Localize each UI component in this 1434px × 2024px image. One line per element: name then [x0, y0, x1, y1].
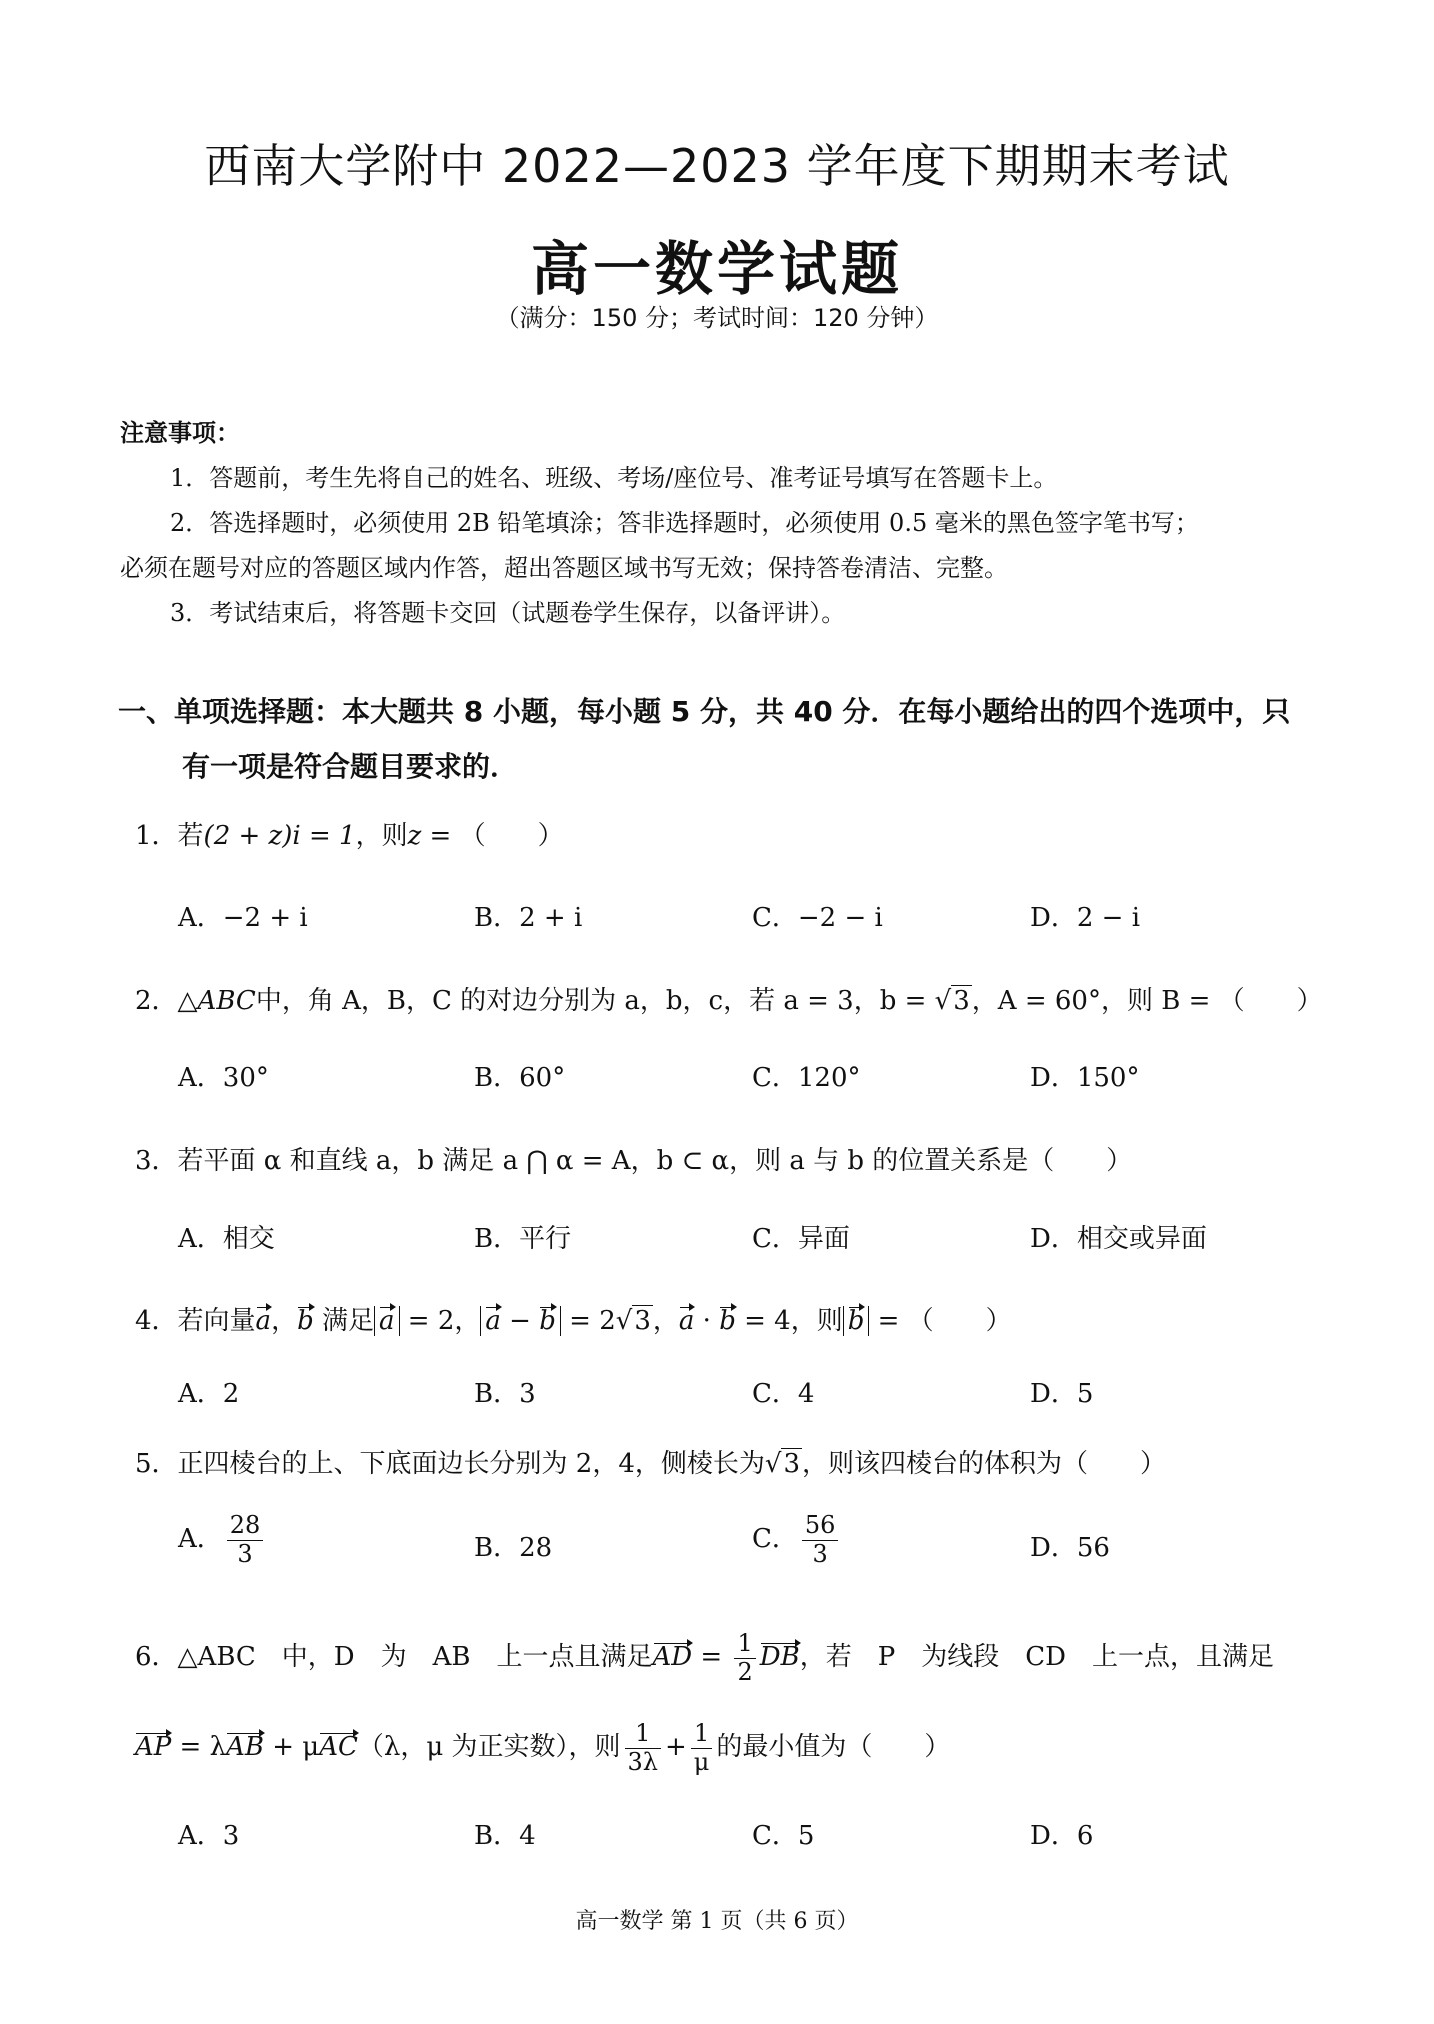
q6-option-a: A．3 — [178, 1821, 240, 1851]
sqrt-symbol: √3 — [764, 1449, 801, 1479]
dot-product: · — [694, 1306, 720, 1336]
denominator: μ — [693, 1747, 710, 1776]
q6-text-end: 的最小值为（ ） — [716, 1732, 951, 1763]
q4-eq: = 2， — [399, 1306, 481, 1336]
subject-title: 高一数学试题 — [530, 235, 903, 303]
q4-eq: = 2 — [560, 1306, 616, 1336]
q2-option-c: C．120° — [752, 1063, 861, 1093]
q1-variable: z — [407, 821, 422, 851]
q2-text: 中，角 A，B，C 的对边分别为 a，b，c，若 a = 3，b = — [255, 986, 935, 1016]
q5-option-a-label: A． — [178, 1524, 223, 1555]
q5-option-c — [752, 1512, 842, 1568]
numerator: 56 — [802, 1512, 839, 1541]
exam-title: 西南大学附中 2022—2023 学年度下期期末考试 — [204, 139, 1230, 193]
section-heading: 一、单项选择题：本大题共 8 小题，每小题 5 分，共 40 分．在每小题给出的四个选项中，只 — [118, 695, 1291, 728]
q4-option-c: C．4 — [752, 1379, 815, 1409]
q2-option-a: A．30° — [178, 1063, 269, 1093]
q4-sep: ， — [271, 1306, 298, 1336]
denominator: 3 — [237, 1539, 253, 1568]
question-4 — [135, 1300, 1012, 1337]
q3-option-c: C．异面 — [752, 1224, 850, 1254]
q3-option-d: D．相交或异面 — [1030, 1224, 1207, 1254]
q2-radicand: 3 — [953, 986, 970, 1016]
question-1 — [135, 815, 564, 852]
fraction — [802, 1512, 839, 1568]
q4-radicand: 3 — [634, 1306, 651, 1336]
question-3: 3．若平面 α 和直线 a，b 满足 a ⋂ α = A，b ⊂ α，则 a 与 b 的位置关系是（ ） — [135, 1146, 1133, 1176]
q4-option-d: D．5 — [1030, 1379, 1094, 1409]
q6-text: 6．△ABC 中，D 为 AB 上一点且满足 — [135, 1642, 653, 1673]
q1-expression: (2 + z)i = 1 — [203, 821, 356, 851]
vector-ac: AC — [319, 1732, 358, 1763]
q4-option-b: B．3 — [474, 1379, 536, 1409]
vector-ad: AD — [652, 1642, 693, 1673]
vector-a: a — [255, 1306, 272, 1336]
section-heading-cont: 有一项是符合题目要求的． — [182, 750, 519, 783]
sqrt-symbol: √3 — [615, 1306, 651, 1336]
question-5 — [135, 1443, 1166, 1480]
q4-text: 满足 — [313, 1306, 374, 1336]
vector-b: b — [297, 1306, 314, 1336]
q1-option-c: C．−2 − i — [752, 903, 883, 933]
notice-item-3: 3．考试结束后，将答题卡交回（试题卷学生保存，以备评讲）。 — [170, 599, 846, 627]
plus-sign: + — [665, 1732, 687, 1763]
equals-sign: = — [692, 1642, 731, 1673]
exam-info: （满分：150 分；考试时间：120 分钟） — [495, 304, 939, 332]
q2-triangle: △ABC — [177, 986, 256, 1016]
q1-mid: ，则 — [355, 821, 408, 851]
page-footer: 高一数学 第 1 页（共 6 页） — [575, 1909, 859, 1934]
denominator: 3λ — [627, 1747, 658, 1776]
lambda-term: = λ — [171, 1732, 227, 1763]
q6-option-d: D．6 — [1030, 1821, 1094, 1851]
abs-b — [843, 1306, 870, 1336]
q4-text: = 4，则 — [735, 1306, 843, 1336]
numerator: 1 — [734, 1630, 755, 1659]
q2-text-end: ，A = 60°，则 B = （ ） — [971, 986, 1323, 1016]
numerator: 1 — [691, 1720, 713, 1749]
denominator: 3 — [812, 1539, 828, 1568]
vector-b: b — [719, 1306, 736, 1336]
q5-option-d: D．56 — [1030, 1533, 1110, 1563]
fraction — [625, 1720, 661, 1776]
notice-item-1: 1．答题前，考生先将自己的姓名、班级、考场/座位号、准考证号填写在答题卡上。 — [170, 464, 1058, 492]
q1-option-a: A．−2 + i — [178, 903, 308, 933]
vector-ap: AP — [135, 1732, 172, 1763]
q6-text: ，若 P 为线段 CD 上一点，且满足 — [799, 1642, 1274, 1673]
q4-option-a: A．2 — [178, 1379, 240, 1409]
q1-end: = （ ） — [421, 821, 564, 851]
notice-item-2: 2．答选择题时，必须使用 2B 铅笔填涂；答非选择题时，必须使用 0.5 毫米的黑色签字笔书写； — [170, 509, 1199, 537]
denominator: 2 — [737, 1657, 753, 1686]
vector-a: a — [379, 1306, 395, 1336]
q6-option-b: B．4 — [474, 1821, 536, 1851]
fraction — [691, 1720, 713, 1776]
mu-term: + μ — [263, 1732, 320, 1763]
q6-option-c: C．5 — [752, 1821, 815, 1851]
abs-a-minus-b — [480, 1306, 561, 1336]
abs-a — [374, 1306, 400, 1336]
fraction — [734, 1630, 755, 1686]
sqrt-symbol: √3 — [934, 986, 970, 1016]
q4-label: 4．若向量 — [135, 1306, 256, 1336]
minus-sign: − — [500, 1306, 540, 1336]
vector-a: a — [678, 1306, 695, 1336]
notice-item-2-cont: 必须在题号对应的答题区域内作答，超出答题区域书写无效；保持答卷清洁、完整。 — [120, 554, 1008, 582]
q1-label: 1．若 — [135, 821, 204, 851]
vector-db: DB — [759, 1642, 800, 1673]
fraction — [227, 1512, 264, 1568]
numerator: 1 — [625, 1720, 661, 1749]
question-6-cont — [135, 1720, 950, 1776]
vector-ab: AB — [226, 1732, 264, 1763]
q3-option-a: A．相交 — [178, 1224, 275, 1254]
q5-radicand: 3 — [783, 1449, 801, 1479]
q5-option-b: B．28 — [474, 1533, 553, 1563]
q4-sep: ， — [652, 1306, 679, 1336]
q2-option-b: B．60° — [474, 1063, 566, 1093]
q5-text: 5．正四棱台的上、下底面边长分别为 2，4，侧棱长为 — [135, 1449, 765, 1479]
question-2 — [135, 980, 1323, 1017]
question-6 — [135, 1630, 1274, 1686]
q5-option-c-label: C． — [752, 1524, 798, 1555]
q2-option-d: D．150° — [1030, 1063, 1140, 1093]
q2-label: 2． — [135, 986, 178, 1016]
numerator: 28 — [227, 1512, 264, 1541]
q5-text-end: ，则该四棱台的体积为（ ） — [802, 1449, 1167, 1479]
vector-a: a — [485, 1306, 501, 1336]
q1-option-d: D．2 − i — [1030, 903, 1141, 933]
q6-text: （λ，μ 为正实数），则 — [357, 1732, 621, 1763]
vector-b: b — [539, 1306, 556, 1336]
vector-b: b — [847, 1306, 865, 1336]
q4-end: = （ ） — [869, 1306, 1012, 1336]
q5-option-a — [178, 1512, 267, 1568]
q1-option-b: B．2 + i — [474, 903, 583, 933]
q3-option-b: B．平行 — [474, 1224, 572, 1254]
notice-heading: 注意事项： — [120, 419, 240, 447]
